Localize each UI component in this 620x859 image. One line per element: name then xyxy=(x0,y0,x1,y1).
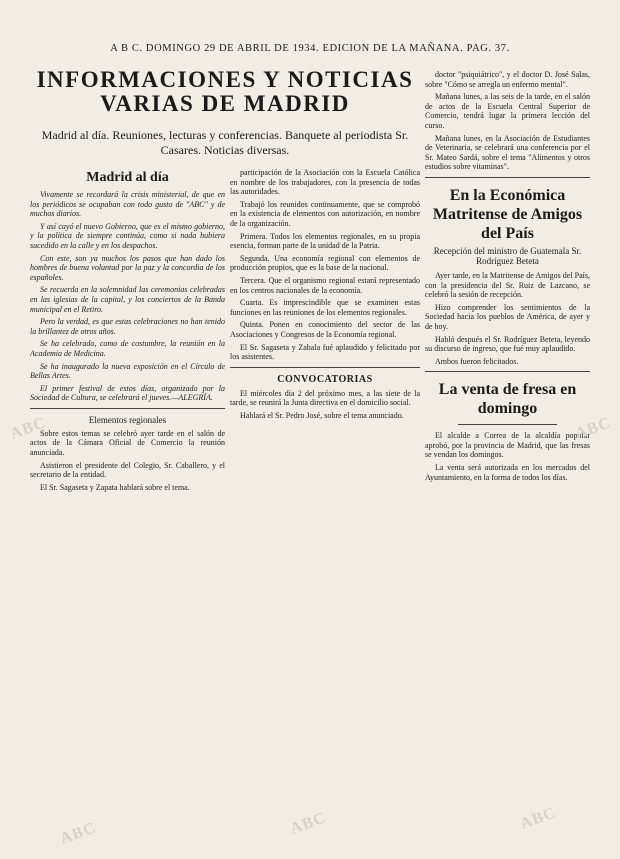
article-paragraph: Ambos fueron felicitados. xyxy=(435,356,519,366)
article-paragraph: doctor "psiquiátrico", y el doctor D. José Salas, sobre "Cómo se arregla un enfermo mental". xyxy=(425,70,590,89)
main-subheadline: Madrid al día. Reuniones, lecturas y conferencias. Banquete al periodista Sr. Casares. Noticias diversas. xyxy=(41,128,409,157)
article-paragraph: El alcalde a Correa de la alcaldía popular aprobó, por la provincia de Madrid, que las fresas se vendan los domingos. xyxy=(425,431,590,460)
watermark-abc: ABC xyxy=(288,809,329,838)
divider xyxy=(230,367,420,368)
divider xyxy=(425,371,590,372)
article-paragraph: Se recuerda en la solemnidad las ceremonias celebradas en las iglesias de la capital, y los conciertos de la Banda municipal en el Retiro. xyxy=(30,285,225,314)
article-paragraph: El miércoles día 2 del próximo mes, a las siete de la tarde, se reunirá la Junta directiva en el domicilio social. xyxy=(230,388,420,408)
article-paragraph: Se ha inaugurado la nueva exposición en el Círculo de Bellas Artes. xyxy=(30,361,225,381)
article-paragraph: Hizo comprender los sentimientos de la Sociedad hacia los pueblos de América, de ayer y de hoy. xyxy=(425,302,590,331)
divider xyxy=(30,408,225,409)
article-paragraph: Cuarta. Es imprescindible que se examinen estas funciones en las reuniones de los elementos regionales. xyxy=(230,298,420,317)
article-paragraph: El Sr. Sagaseta y Zapata hablará sobre el tema. xyxy=(40,482,190,492)
article-paragraph: participación de la Asociación con la Escuela Católica en nombre de los trabajadores, con la presencia de todas las autoridades. xyxy=(230,168,420,197)
article-paragraph: Pero la verdad, es que estas celebraciones no han tenido la brillantez de otros años. xyxy=(30,317,225,336)
article-paragraph: Trabajó los reunidos continuamente, que se comprobó en la existencia de elementos con autorización, en nombre de la organización. xyxy=(230,199,420,228)
article-paragraph: El Sr. Sagaseta y Zabala fué aplaudido y felicitado por los asistentes. xyxy=(230,342,420,362)
convocatorias-title: CONVOCATORIAS xyxy=(277,373,373,385)
article-paragraph: Segunda. Una economía regional con elementos de producción propios, que es la base de la nacional. xyxy=(230,253,420,273)
article-paragraph: El primer festival de estos días, organizado por la Sociedad de Cultura, se celebrará el jueves.—ALEGRÍA. xyxy=(30,383,225,403)
watermark-abc: ABC xyxy=(518,804,559,833)
article-paragraph: Y así cayó el nuevo Gobierno, que es el mismo gobierno, y la política de siempre continúa, como si nada hubiera sucedido en la calle y en los despachos. xyxy=(30,221,225,250)
article-paragraph: Se ha celebrado, como de costumbre, la reunión en la Academia de Medicina. xyxy=(30,339,225,358)
article-paragraph: Habló después el Sr. Rodríguez Beteta, leyendo su discurso de ingreso, que fué muy aplaudido. xyxy=(425,334,590,354)
article-paragraph: Asistieron el presidente del Colegio, Sr. Caballero, y el secretario de la entidad. xyxy=(30,460,225,480)
article-paragraph: Sobre estos temas se celebró ayer tarde en el salón de actos de la Cámara Oficial de Comercio la reunión anunciada. xyxy=(30,428,225,458)
column-right xyxy=(425,70,590,840)
watermark-abc: ABC xyxy=(573,414,614,443)
column-left xyxy=(30,70,225,840)
section-title-economica: En la Económica Matritense de Amigos del País xyxy=(432,186,583,242)
section-subtitle-recepcion: Recepción del ministro de Guatemala Sr. Rodríguez Beteta xyxy=(433,245,582,266)
column-middle xyxy=(230,168,420,840)
article-paragraph: Primera. Todos los elementos regionales, en su propia esencia, forman parte de la unidad de la Patria. xyxy=(230,231,420,251)
divider xyxy=(425,177,590,178)
section-title-fresa: La venta de fresa en domingo xyxy=(438,381,577,418)
article-paragraph: Mañana lunes, en la Asociación de Estudiantes de Veterinaria, se celebrará una conferencia por el Sr. Mateo Sardá, sobre el tema "Alimentos y otros estudios sobre vitaminas". xyxy=(425,133,590,172)
article-paragraph: La venta será autorizada en los mercados del Ayuntamiento, en la forma de todos los días. xyxy=(425,463,590,482)
article-paragraph: Con este, son ya muchos los pasos que han dado los hombres de buena voluntad por la paz y la concordia de los españoles. xyxy=(30,253,225,282)
divider-short xyxy=(458,424,557,425)
article-paragraph: Mañana lunes, a las seis de la tarde, en el salón de actos de la Escuela Central Superior de Comercio, tendrá lugar la primera lección del curso. xyxy=(425,92,590,130)
article-paragraph: Ayer tarde, en la Matritense de Amigos del País, con la presidencia del Sr. Ruiz de Lazcano, se celebró la sesión de recepción. xyxy=(425,270,590,300)
article-paragraph: Hablará el Sr. Pedro José, sobre el tema anunciado. xyxy=(240,410,404,420)
main-headline: INFORMACIONES Y NOTICIAS VARIAS DE MADRID xyxy=(36,67,414,116)
article-paragraph: Quinta. Ponen en conocimiento del sector de las Asociaciones y Congresos de la Economía regional. xyxy=(230,320,420,339)
running-head: A B C. DOMINGO 29 DE ABRIL DE 1934. EDICION DE LA MAÑANA. PAG. 37. xyxy=(110,43,510,54)
section-title-madrid: Madrid al día xyxy=(86,170,169,185)
watermark-abc: ABC xyxy=(58,819,99,848)
article-paragraph: Tercera. Que el organismo regional estará representado en los centros nacionales de la economía. xyxy=(230,275,420,295)
watermark-abc: ABC xyxy=(8,414,49,443)
subhead-regionales: Elementos regionales xyxy=(88,414,167,425)
article-paragraph: Vivamente se recordará la crisis ministerial, de que en los periódicos se ocupaban con todo gusto de "ABC" y de muchos diarios. xyxy=(30,190,225,219)
